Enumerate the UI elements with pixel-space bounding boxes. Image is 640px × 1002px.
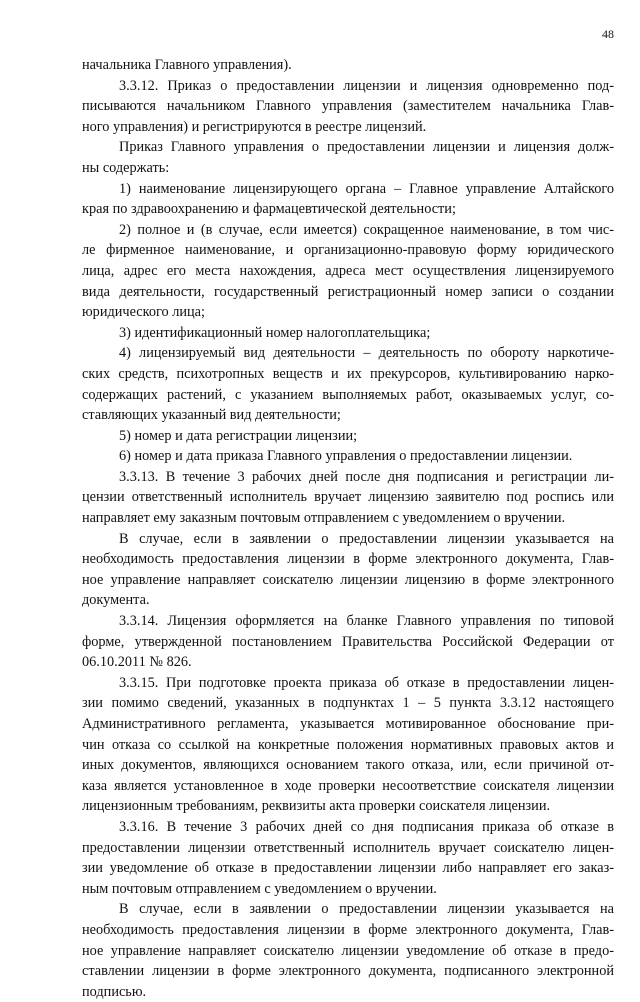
text-line: зии уведомление об отказе в предоставлении лицензии либо направляет его заказ-: [82, 860, 614, 877]
text-line: подписью.: [82, 983, 147, 1000]
text-line: каза является установленное в ходе проверки несоответствие соискателя лицензии: [82, 777, 614, 794]
text-line: необходимость предоставления лицензии в форме электронного документа, Глав-: [82, 921, 614, 938]
text-line: 3) идентификационный номер налогоплательщика;: [119, 324, 431, 341]
text-line: вида деятельности, государственный регистрационный номер записи о создании: [82, 283, 614, 300]
text-line: ны содержать:: [82, 159, 170, 176]
text-line: ным почтовым отправлением с уведомлением о вручении.: [82, 880, 437, 897]
text-line: содержащих растений, с указанием выполняемых работ, оказываемых услуг, со-: [82, 386, 614, 403]
text-line: края по здравоохранению и фармацевтической деятельности;: [82, 201, 456, 218]
text-line: ного управления) и регистрируются в реестре лицензий.: [82, 118, 427, 135]
text-line: Приказ Главного управления о предоставлении лицензии и лицензия долж-: [119, 139, 614, 156]
text-line: цензии ответственный исполнитель вручает лицензию заявителю под роспись или: [82, 489, 614, 506]
text-line: 3.3.16. В течение 3 рабочих дней со дня подписания приказа об отказе в: [119, 818, 614, 835]
text-line: 5) номер и дата регистрации лицензии;: [119, 427, 358, 444]
page-number: 48: [602, 27, 614, 41]
text-line: 4) лицензируемый вид деятельности – деятельность по обороту наркотиче-: [119, 345, 614, 362]
text-line: ле фирменное наименование, и организационно-правовую форму юридического: [82, 242, 614, 259]
text-line: 3.3.12. Приказ о предоставлении лицензии и лицензия одновременно под-: [119, 77, 614, 94]
text-line: предоставлении лицензии ответственный исполнитель вручает соискателю лицен-: [82, 839, 614, 856]
text-line: 06.10.2011 № 826.: [82, 654, 192, 671]
text-line: ставляющих указанный вид деятельности;: [82, 407, 341, 424]
text-line: В случае, если в заявлении о предоставлении лицензии указывается на: [119, 530, 614, 547]
text-line: документа.: [82, 592, 150, 609]
text-line: направляет ему заказным почтовым отправлением с уведомлением о вручении.: [82, 510, 566, 527]
text-line: юридического лица;: [82, 304, 205, 321]
text-line: 2) полное и (в случае, если имеется) сокращенное наименование, в том чис-: [119, 221, 614, 238]
text-line: иных документов, являющихся основанием такого отказа, или, если причиной от-: [82, 757, 614, 774]
text-line: ное управление направляет соискателю лицензии уведомление об отказе в предо-: [82, 942, 614, 959]
text-line: чин отказа со ссылкой на конкретные положения нормативных правовых актов и: [82, 736, 614, 753]
text-line: ских средств, психотропных веществ и их прекурсоров, культивированию нарко-: [82, 365, 614, 382]
text-line: 3.3.14. Лицензия оформляется на бланке Главного управления по типовой: [119, 613, 614, 630]
text-line: 3.3.15. При подготовке проекта приказа об отказе в предоставлении лицен-: [119, 674, 614, 691]
text-line: В случае, если в заявлении о предоставлении лицензии указывается на: [119, 901, 614, 918]
text-line: Административного регламента, указывается мотивированное обоснование при-: [82, 716, 614, 732]
text-line: 3.3.13. В течение 3 рабочих дней после дня подписания и регистрации ли-: [119, 468, 614, 485]
text-line: ное управление направляет соискателю лицензии лицензию в форме электронного: [82, 571, 614, 588]
text-line: ставлении лицензии в форме электронного документа, подписанного электронной: [82, 963, 614, 980]
text-line: 1) наименование лицензирующего органа – Главное управление Алтайского: [119, 180, 614, 197]
document-body: [82, 55, 614, 1002]
text-line: зии помимо сведений, указанных в подпунктах 1 – 5 пункта 3.3.12 настоящего: [82, 695, 614, 712]
text-line: необходимость предоставления лицензии в форме электронного документа, Глав-: [82, 551, 614, 568]
text-line: лицензионным требованиям, реквизиты акта проверки соискателя лицензии.: [82, 798, 551, 815]
text-line: писываются начальником Главного управления (заместителем начальника Глав-: [82, 98, 614, 115]
text-line: начальника Главного управления).: [82, 57, 292, 73]
text-line: форме, утвержденной постановлением Правительства Российской Федерации от: [82, 633, 614, 650]
text-line: 6) номер и дата приказа Главного управления о предоставлении лицензии.: [119, 448, 573, 465]
text-line: лица, адрес его места нахождения, адреса мест осуществления лицензируемого: [82, 262, 614, 279]
